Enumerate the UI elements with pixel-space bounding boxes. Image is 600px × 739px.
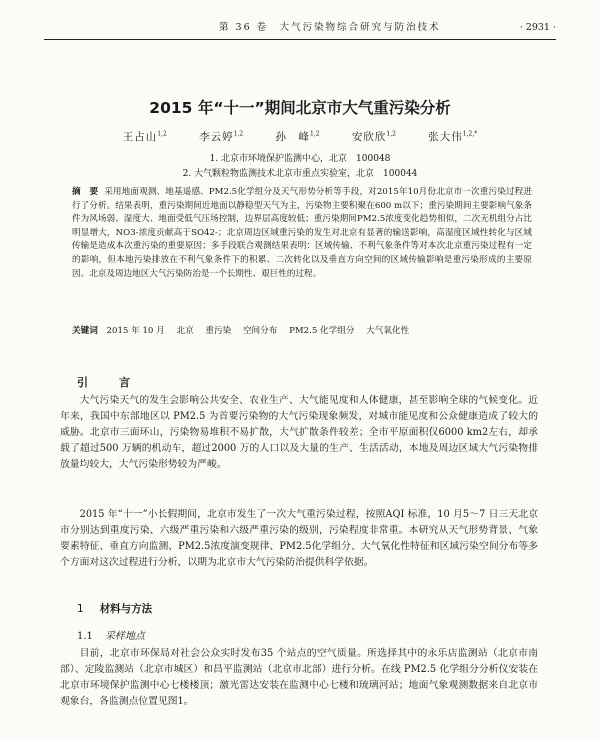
intro-paragraph: 2015 年“十一”小长假期间，北京市发生了一次大气重污染过程，按照AQI 标准，10 月5～7 日三天北京市分别达到重度污染、六级严重污染和六级严重污染的级别，污染程度非常重。本研究从天气形势背景、气象要素特征、垂直方向监测、PM2.5浓度演变规律、PM2.5化学组分、大气氧化性特征和区域污染空间分布等多个方面对这次过程进行分析，以期为北京市大气污染防治提供科学依据。 <box>60 509 538 568</box>
header-rule <box>44 39 556 40</box>
author: 张大伟$^{1,2,*}$ <box>428 130 478 143</box>
author: 李云婷$^{1,2}$ <box>199 130 244 143</box>
subsection-number: 1.1 <box>77 631 93 642</box>
abstract <box>72 186 532 281</box>
abstract-label: 摘 要 <box>72 187 99 197</box>
subsection-title: 采样地点 <box>104 631 145 642</box>
author-list <box>0 129 600 144</box>
journal-name: 第 36 卷 大气污染物综合研究与防治技术 <box>219 22 441 33</box>
keyword: 2015 年 10 月 <box>106 326 165 336</box>
keywords <box>72 325 532 338</box>
affiliation: 1. 北京市环境保护监测中心，北京 100048 <box>209 154 391 164</box>
paper-title: 2015 年“十一”期间北京市大气重污染分析 <box>149 99 451 117</box>
keyword: 重污染 <box>205 326 232 336</box>
keyword: 北京 <box>176 326 194 336</box>
section-heading <box>77 601 152 616</box>
keyword: PM2.5 化学组分 <box>289 326 355 336</box>
keywords-label: 关键词 <box>72 326 98 336</box>
keyword: 空间分布 <box>242 326 278 336</box>
intro-heading: 引 言 <box>77 376 140 389</box>
section-number: 1 <box>77 603 84 615</box>
author: 孙 峰$^{1,2}$ <box>275 130 320 143</box>
intro-paragraph: 大气污染天气的发生会影响公共安全、农业生产、大气能见度和人体健康，甚至影响全球的气候变化。近年来，我国中东部地区以 PM2.5 为首要污染物的大气污染现象频发，对城市能见度和公众健康造成了较大的威胁。北京市三面环山，污染物易堆积不易扩散，大气扩散条件较差；全市平原面积仅6000 km2左右，却承载了超过500 万辆的机动车，超过2000 万的人口以及大量的生产、生活活动，本地及周边区域大气污染物排放量均较大，大气污染形势较为严峻。 <box>60 395 538 470</box>
methods-paragraph: 目前，北京市环保局对社会公众实时发布35 个站点的空气质量。所选择其中的永乐店监测站（北京市南部）、定陵监测站（北京市城区）和昌平监测站（北京市北部）进行分析。在线 PM2.5 化学组分分析仪安装在北京市环境保护监测中心七楼楼顶；激光雷达安装在监测中心七楼和琉璃河站；地面气象观测数据来自北京市观象台，各监测点位置见图1。 <box>60 648 538 707</box>
author: 王占山$^{1,2}$ <box>122 130 167 143</box>
subsection-heading <box>77 627 145 642</box>
affiliation: 2. 大气颗粒物监测技术北京市重点实验室，北京 100044 <box>182 169 418 179</box>
author: 安欣欣$^{1,2}$ <box>351 130 396 143</box>
page-number: · 2931 · <box>519 22 556 33</box>
abstract-text: 采用地面观测、地基遥感、PM2.5化学组分及天气形势分析等手段，对2015年10月份北京市一次重污染过程进行了分析。结果表明，重污染期间近地面以静稳型天气为主，污染物主要积聚在600 m以下；重污染期间主要影响气象条件为风场弱、湿度大、地面受低气压场控制，边界层高度较低；重污染期间PM2.5浓度变化趋势相似，二次无机组分占比明显增大，NO3-浓度贡献高于SO42-；北京周边区域重污染的发生对北京有显著的输送影响，高湿度区域性转化与区域传输是造成本次重污染的重要原因；多手段联合观测结果表明：区域传输、不利气象条件等对本次北京重污染过程有一定的影响，但本地污染排放在不利气象条件下的积累、二次转化以及垂直方向空间的区域传输影响是重污染形成的主要原因。北京及周边地区大气污染防治是一个长期性、艰巨性的过程。 <box>72 187 532 279</box>
section-title: 材料与方法 <box>99 603 153 615</box>
keyword: 大气氧化性 <box>366 326 410 336</box>
running-header <box>44 20 556 36</box>
